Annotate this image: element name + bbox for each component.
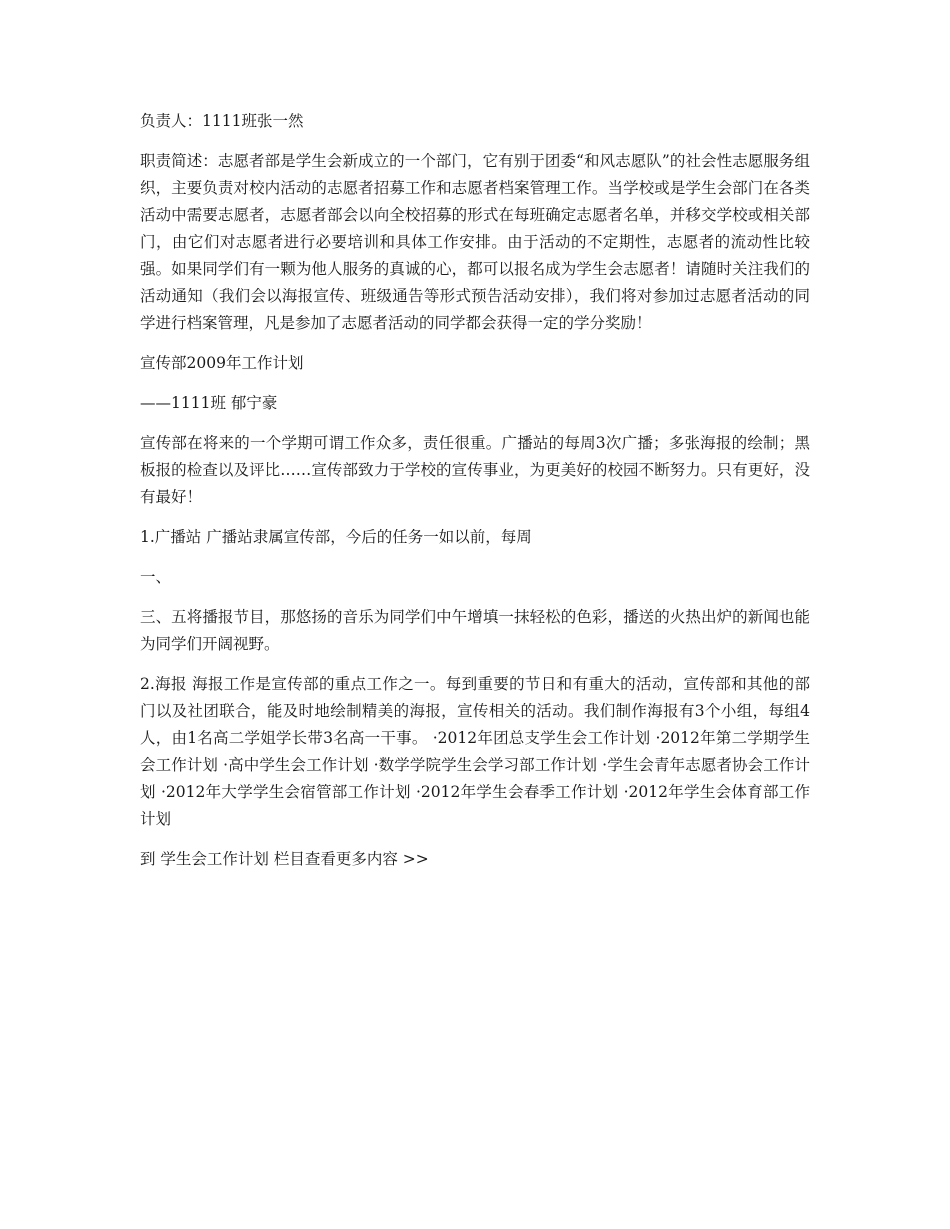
publicity-intro: 宣传部在将来的一个学期可谓工作众多，责任很重。广播站的每周3次广播；多张海报的绘制；黑板报的检查以及评比……宣传部致力于学校的宣传事业，为更美好的校园不断努力。只有更好，没有最好！ [140,434,810,506]
publicity-plan-author: ——1111班 郁宁豪 [140,394,278,412]
poster-item: 2.海报 海报工作是宣传部的重点工作之一。每到重要的节日和有重大的活动，宣传部和其他的部门以及社团联合，能及时地绘制精美的海报，宣传相关的活动。我们制作海报有3个小组，每组4人，由1名高二学姐学长带3名高一干事。 ·2012年团总支学生会工作计划 ·2012年第二学期学生会工作计划 ·高中学生会工作计划 ·数学学院学生会学习部工作计划 ·学生会青年志愿者协会工作计划 ·2012年大学学生会宿管部工作计划 ·2012年学生会春季工作计划 ·2012年学生会体育部工作计划 [140,675,810,828]
more-content-line [140,846,810,873]
broadcast-description: 三、五将播报节目，那悠扬的音乐为同学们中午增填一抹轻松的色彩，播送的火热出炉的新闻也能为同学们开阔视野。 [140,608,810,653]
publicity-plan-title: 宣传部2009年工作计划 [140,354,304,372]
broadcast-station-item: 1.广播站 广播站隶属宣传部，今后的任务一如以前，每周 [140,528,532,546]
more-content-link[interactable]: 到 学生会工作计划 栏目查看更多内容 >> [140,850,429,868]
responsible-person-line: 负责人：1111班张一然 [140,112,304,130]
document-body [140,108,810,886]
broadcast-days-fragment: 一、 [140,568,172,586]
volunteer-dept-description: 职责简述：志愿者部是学生会新成立的一个部门，它有别于团委“和风志愿队”的社会性志愿服务组织，主要负责对校内活动的志愿者招募工作和志愿者档案管理工作。当学校或是学生会部门在各类活动中需要志愿者，志愿者部会以向全校招募的形式在每班确定志愿者名单，并移交学校或相关部门，由它们对志愿者进行必要培训和具体工作安排。由于活动的不定期性，志愿者的流动性比较强。如果同学们有一颗为他人服务的真诚的心，都可以报名成为学生会志愿者！请随时关注我们的活动通知（我们会以海报宣传、班级通告等形式预告活动安排），我们将对参加过志愿者活动的同学进行档案管理，凡是参加了志愿者活动的同学都会获得一定的学分奖励！ [140,152,810,332]
